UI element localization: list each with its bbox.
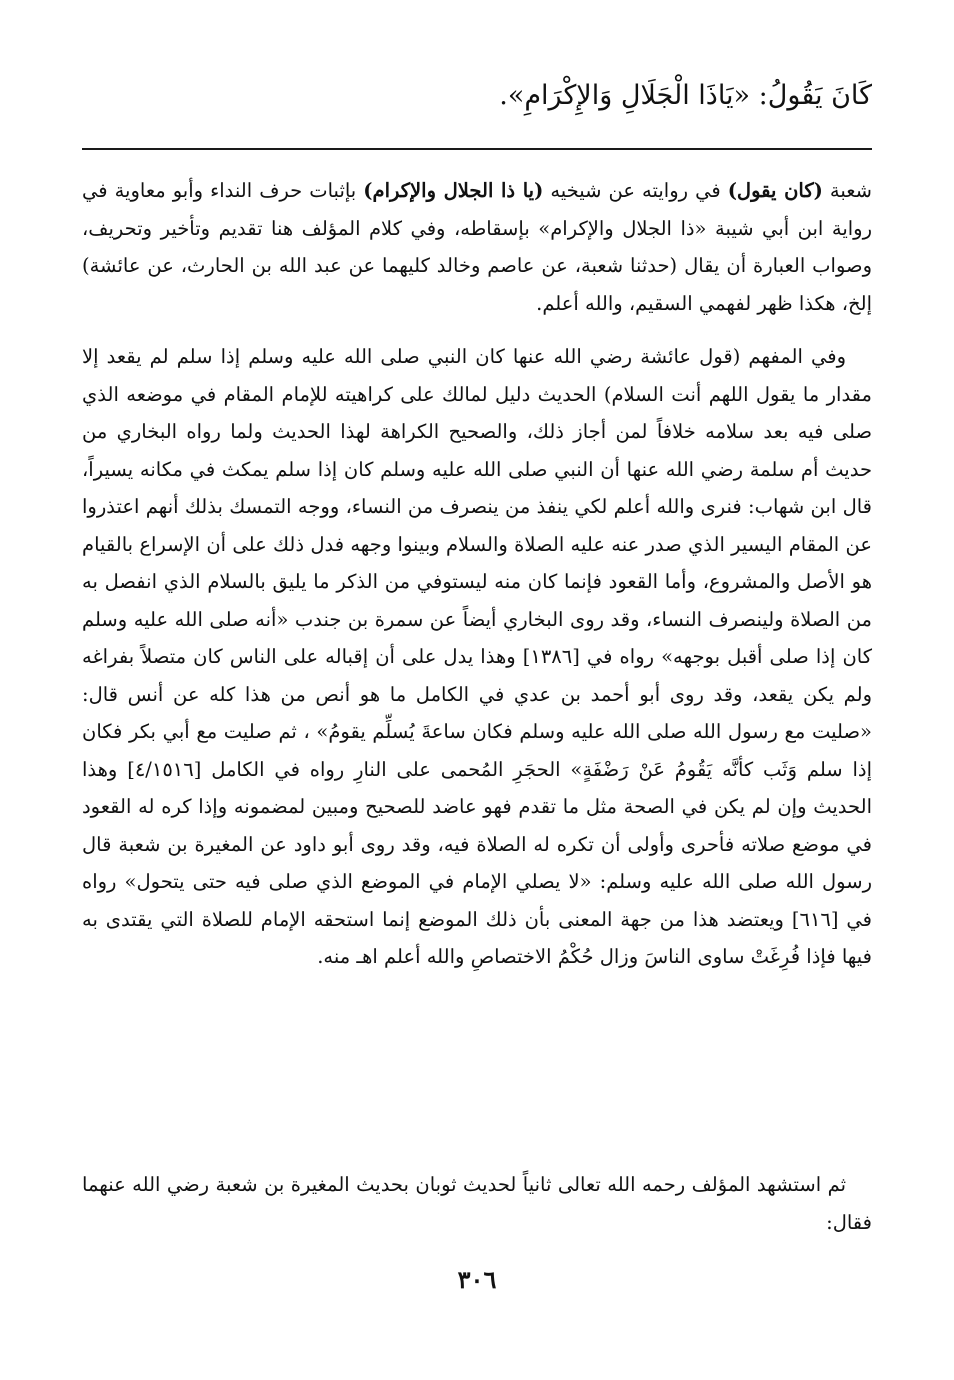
page-number: ٣٠٦	[457, 1265, 497, 1294]
quoted-phrase-kana-yaqul: (كان يقول)	[727, 179, 823, 202]
hadith-text-line: كَانَ يَقُولُ: «يَاذَا الْجَلَالِ وَالإِكْرَامِ».	[499, 80, 872, 111]
footnote-divider	[82, 148, 872, 150]
quoted-phrase-ya-dha-al-jalal: (يا ذا الجلال والإكرام)	[363, 179, 544, 202]
paragraph-1-text-start: شعبة	[822, 179, 872, 202]
paragraph-1-text-end: بإثبات حرف النداء وأبو معاوية في رواية ابن أبي شيبة «ذا الجلال والإكرام» بإسقاطه، وفي كلام المؤلف هنا تقديم وتأخير وتحريف، وصواب العبارة أن يقال (حدثنا شعبة، عن عاصم وخالد كليهما عن عبد الله بن الحارث، عن عائشة) إلخ، هكذا ظهر لفهمي السقيم، والله أعلم.	[82, 179, 872, 315]
paragraph-1-text-middle: في روايته عن شيخيه	[543, 179, 728, 202]
commentary-paragraph-1	[82, 172, 872, 322]
commentary-paragraph-2: وفي المفهم (قول عائشة رضي الله عنها كان النبي صلى الله عليه وسلم إذا سلم لم يقعد إلا مقدار ما يقول اللهم أنت السلام) الحديث دليل لمالك على كراهيته للإمام المقام في موضعه الذي صلى فيه بعد سلامه خلافاً لمن أجاز ذلك، والصحيح الكراهة لهذا الحديث ولما رواه البخاري من حديث أم سلمة رضي الله عنها أن النبي صلى الله عليه وسلم كان إذا سلم يمكث في مكانه يسيراً، قال ابن شهاب: فنرى والله أعلم لكي ينفذ من ينصرف من النساء، ووجه التمسك بذلك أنهم اعتذروا عن المقام اليسير الذي صدر عنه عليه الصلاة والسلام وبينوا وجهه فدل ذلك على أن الإسراع بالقيام هو الأصل والمشروع، وأما القعود فإنما كان منه ليستوفي من الذكر ما يليق بالسلام الذي انفصل به من الصلاة ولينصرف النساء، وقد روى البخاري أيضاً عن سمرة بن جندب «أنه صلى الله عليه وسلم كان إذا صلى أقبل بوجهه» رواه في [١٣٨٦] وهذا يدل على أن إقباله على الناس كان متصلاً بفراغه ولم يكن يقعد، وقد روى أبو أحمد بن عدي في الكامل ما هو أنص من هذا كله عن أنس قال: «صليت مع رسول الله صلى الله عليه وسلم فكان ساعةَ يُسلِّم يقومُ» ، ثم صليت مع أبي بكر فكان إذا سلم وَثَب كأنَّه يَقُومُ عَنْ رَضْفَةٍ» الحجَرِ المُحمى على النارِ رواه في الكامل [٤/١٥١٦] وهذا الحديث وإن لم يكن في الصحة مثل ما تقدم فهو عاضد للصحيح ومبين لمضمونه وإذا كره له القعود في موضع صلاته فأحرى وأولى أن تكره له الصلاة فيه، وقد روى أبو داود عن المغيرة بن شعبة قال رسول الله صلى الله عليه وسلم: «لا يصلي الإمام في الموضع الذي صلى فيه حتى يتحول» رواه في [٦١٦] ويعتضد هذا من جهة المعنى بأن ذلك الموضع إنما استحقه الإمام للصلاة التي يقتدى به فيها فإذا فُرِغَتْ ساوى الناسَ وزال حُكْمُ الاختصاصِ والله أعلم اهـ منه.	[82, 345, 872, 968]
commentary-paragraph-3: ثم استشهد المؤلف رحمه الله تعالى ثانياً لحديث ثوبان بحديث المغيرة بن شعبة رضي الله عنهما فقال:	[82, 1173, 872, 1234]
